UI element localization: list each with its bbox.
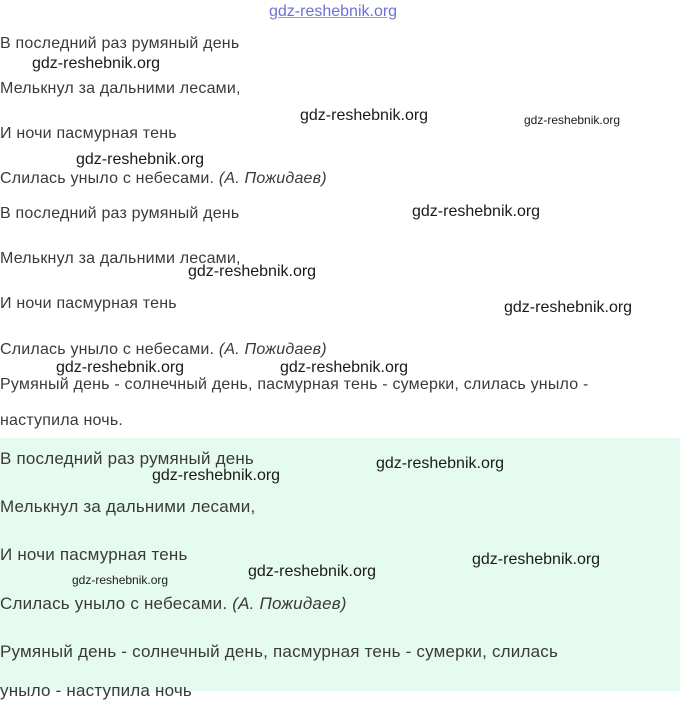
watermark: gdz-reshebnik.org	[76, 151, 205, 168]
watermark: gdz-reshebnik.org	[32, 55, 161, 72]
poem-line-4-text: Слилась уныло с небесами.	[0, 170, 215, 187]
poem-line-3: И ночи пасмурная тень	[0, 125, 177, 142]
answer-line-1: В последний раз румяный день	[0, 449, 254, 468]
answer-explanation-line-1: Румяный день - солнечный день, пасмурная тень - сумерки, слилась	[0, 642, 559, 661]
answer-line-4-text: Слилась уныло с небесами.	[0, 594, 228, 613]
poem-repeat-line-4	[0, 340, 327, 360]
watermark: gdz-reshebnik.org	[504, 299, 633, 316]
poem-author: (А. Пожидаев)	[218, 170, 327, 187]
watermark: gdz-reshebnik.org	[152, 467, 281, 484]
watermark: gdz-reshebnik.org	[300, 107, 429, 124]
explanation-line-2: наступила ночь.	[0, 412, 124, 429]
poem-repeat-author: (А. Пожидаев)	[218, 341, 327, 358]
answer-explanation-line-2: уныло - наступила ночь	[0, 681, 192, 700]
poem-line-1: В последний раз румяный день	[0, 35, 240, 52]
watermark: gdz-reshebnik.org	[472, 551, 601, 568]
answer-author: (А. Пожидаев)	[232, 594, 347, 613]
watermark: gdz-reshebnik.org	[248, 563, 377, 580]
explanation-line-1: Румяный день - солнечный день, пасмурная тень - сумерки, слилась уныло -	[0, 376, 589, 393]
answer-line-2: Мелькнул за дальними лесами,	[0, 497, 256, 516]
poem-repeat-line-2: Мелькнул за дальними лесами,	[0, 250, 241, 267]
poem-repeat-line-4-text: Слилась уныло с небесами.	[0, 341, 215, 358]
poem-repeat-line-1: В последний раз румяный день	[0, 205, 240, 222]
poem-line-2: Мелькнул за дальними лесами,	[0, 80, 241, 97]
header-site-link[interactable]: gdz-reshebnik.org	[269, 3, 398, 20]
poem-repeat-line-3: И ночи пасмурная тень	[0, 295, 177, 312]
watermark: gdz-reshebnik.org	[280, 359, 409, 376]
answer-line-4	[0, 594, 347, 614]
watermark: gdz-reshebnik.org	[188, 263, 317, 280]
watermark: gdz-reshebnik.org	[524, 113, 621, 127]
poem-line-4	[0, 169, 327, 189]
watermark: gdz-reshebnik.org	[376, 455, 505, 472]
watermark: gdz-reshebnik.org	[72, 573, 169, 587]
answer-line-3: И ночи пасмурная тень	[0, 545, 188, 564]
watermark: gdz-reshebnik.org	[56, 359, 185, 376]
watermark: gdz-reshebnik.org	[412, 203, 541, 220]
